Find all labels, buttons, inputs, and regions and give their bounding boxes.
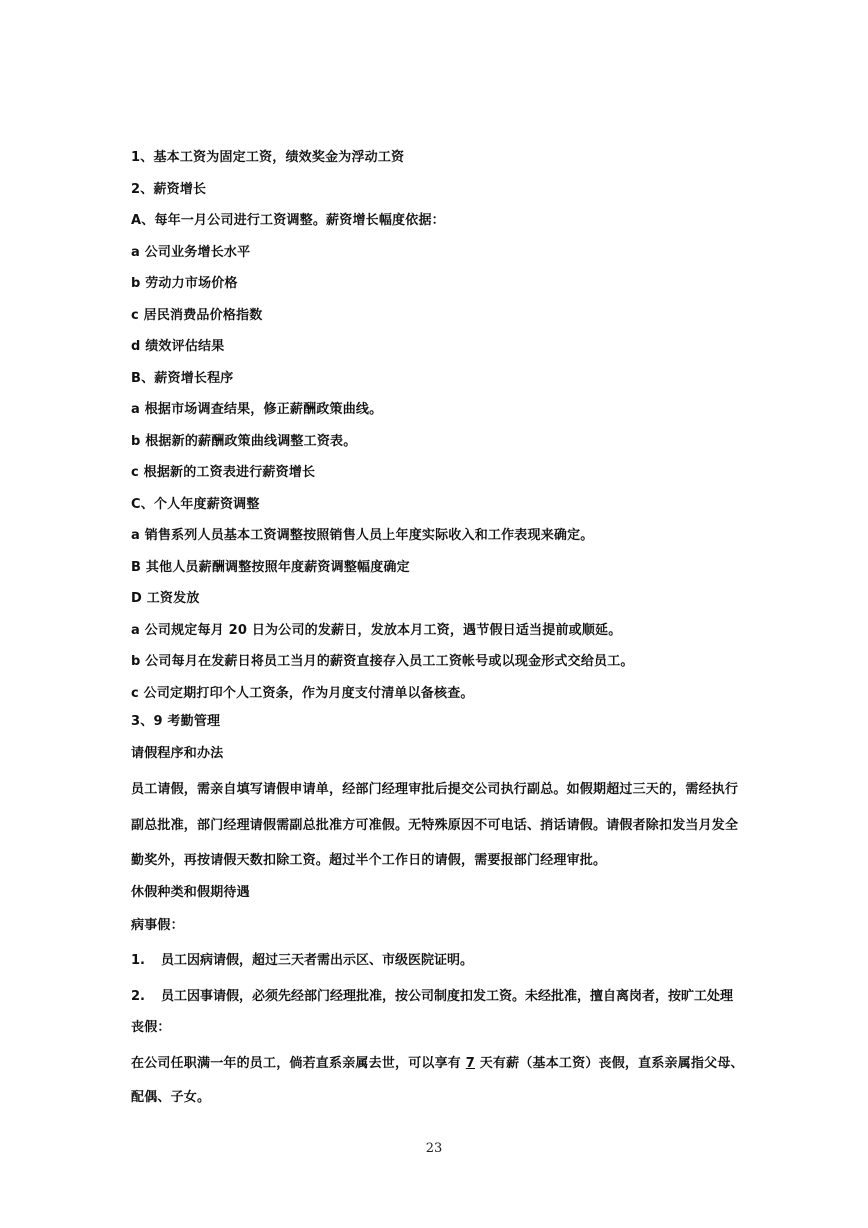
item-text: 员工因病请假，超过三天者需出示区、市级医院证明。 bbox=[161, 953, 474, 968]
text-line: c 根据新的工资表进行薪资增长 bbox=[131, 465, 316, 480]
funeral-days: 7 bbox=[465, 1056, 475, 1071]
text-line: a 销售系列人员基本工资调整按照销售人员上年度实际收入和工作表现来确定。 bbox=[131, 528, 594, 543]
text-line: b 根据新的薪酬政策曲线调整工资表。 bbox=[131, 434, 357, 449]
numbered-item bbox=[131, 953, 473, 969]
text-line: B 其他人员薪酬调整按照年度薪资调整幅度确定 bbox=[131, 560, 410, 575]
item-text: 员工因事请假，必须先经部门经理批准，按公司制度扣发工资。未经批准，擅自离岗者，按旷工处理 bbox=[161, 989, 734, 1004]
paragraph-line: 勤奖外，再按请假天数扣除工资。超过半个工作日的请假，需要报部门经理审批。 bbox=[131, 853, 607, 868]
text-line: c 居民消费品价格指数 bbox=[131, 308, 263, 323]
item-number: 2. bbox=[131, 989, 145, 1004]
subsection-heading: 休假种类和假期待遇 bbox=[131, 885, 250, 900]
numbered-item bbox=[131, 989, 733, 1005]
text-line: a 公司业务增长水平 bbox=[131, 245, 251, 260]
text-line: 2、薪资增长 bbox=[131, 182, 207, 197]
text-line: C、个人年度薪资调整 bbox=[131, 497, 260, 512]
funeral-text-before: 在公司任职满一年的员工，倘若直系亲属去世，可以享有 bbox=[131, 1056, 462, 1071]
paragraph-line: 副总批准，部门经理请假需副总批准方可准假。无特殊原因不可电话、捎话请假。请假者除扣发当月发全 bbox=[131, 818, 739, 833]
text-line: d 绩效评估结果 bbox=[131, 339, 225, 354]
text-line: D 工资发放 bbox=[131, 591, 200, 606]
funeral-text-after: 天有薪（基本工资）丧假，直系亲属指父母、 bbox=[479, 1056, 744, 1071]
page-number: 23 bbox=[425, 1141, 443, 1156]
text-line: A、每年一月公司进行工资调整。薪资增长幅度依据： bbox=[131, 213, 445, 228]
subsection-heading: 病事假： bbox=[131, 918, 184, 933]
paragraph-line bbox=[131, 1056, 751, 1072]
paragraph-line: 配偶、子女。 bbox=[131, 1090, 211, 1105]
item-number: 1. bbox=[131, 953, 145, 968]
text-line: c 公司定期打印个人工资条，作为月度支付清单以备核查。 bbox=[131, 686, 474, 701]
section-heading: 3、9 考勤管理 bbox=[131, 714, 221, 729]
text-line: 1、基本工资为固定工资，绩效奖金为浮动工资 bbox=[131, 150, 405, 165]
subsection-heading: 请假程序和办法 bbox=[131, 746, 224, 761]
text-line: a 根据市场调查结果，修正薪酬政策曲线。 bbox=[131, 402, 383, 417]
text-line: B、薪资增长程序 bbox=[131, 371, 234, 386]
text-line: a 公司规定每月 20 日为公司的发薪日，发放本月工资，遇节假日适当提前或顺延。 bbox=[131, 623, 622, 638]
subsection-heading: 丧假： bbox=[131, 1020, 171, 1035]
text-line: b 劳动力市场价格 bbox=[131, 276, 238, 291]
text-line: b 公司每月在发薪日将员工当月的薪资直接存入员工工资帐号或以现金形式交给员工。 bbox=[131, 654, 634, 669]
paragraph-line: 员工请假，需亲自填写请假申请单，经部门经理审批后提交公司执行副总。如假期超过三天的，需经执行 bbox=[131, 782, 739, 797]
